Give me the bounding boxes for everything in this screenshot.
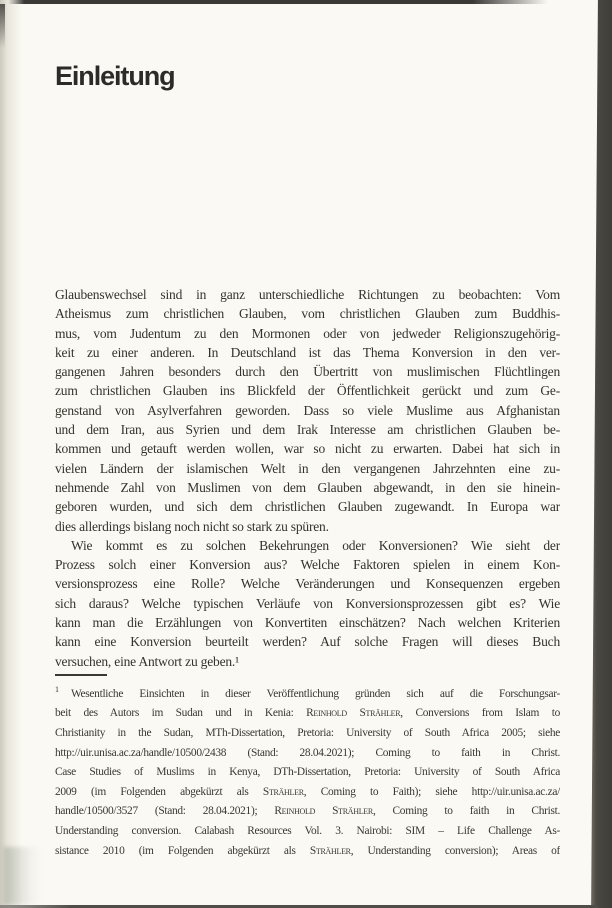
scan-bottom-smudge [4, 847, 42, 905]
body-line: versionsprozess eine Rolle? Welche Veränderungen und Konsequenzen ergeben [55, 576, 560, 592]
body-line: versuchen, eine Antwort zu geben.¹ [55, 653, 239, 669]
body-line: vielen Ländern der islamischen Welt in den vergangenen Jahrzehnten eine zu- [55, 460, 560, 476]
body-text [55, 285, 560, 671]
body-line: Glaubenswechsel sind in ganz unterschiedliche Richtungen zu beobachten: Vom [55, 287, 560, 302]
footnote-segment: Wesentliche Einsichten in dieser Veröffentlichung gründen sich auf die Forschungsar- [71, 687, 560, 700]
footnote-line [55, 842, 560, 862]
body-line: geboren wurden, und sich dem christlichen Glauben zugewandt. In Europa war [55, 499, 560, 515]
scan-edge-right [590, 0, 612, 908]
body-line: Wie kommt es zu solchen Bekehrungen oder Konversionen? Wie sieht der [71, 537, 560, 553]
footnote-line [55, 763, 560, 783]
footnote-segment: Reinhold Strähler [306, 707, 401, 720]
footnote-segment: handle/10500/3527 (Stand: 28.04.2021); [55, 805, 275, 818]
body-line: sich daraus? Welche typischen Verläufe von Konversionsprozessen gibt es? Wie [55, 595, 560, 611]
body-line: nehmende Zahl von Muslimen von dem Glauben abgewandt, in den sie hinein- [55, 479, 560, 495]
footnote-segment: , Coming to faith in Christ. [372, 805, 560, 818]
body-line: Atheismus zum christlichen Glauben, vom christlichen Glauben zum Buddhis- [55, 306, 560, 322]
footnote-line [55, 783, 560, 803]
body-line: kommen und getauft werden wollen, war so nicht zu erwarten. Dabei hat sich in [55, 441, 560, 457]
footnote-line [55, 724, 560, 744]
body-line: zum christlichen Glauben ins Blickfeld der Öffentlichkeit gerückt und zum Ge- [55, 383, 560, 399]
footnote-segment: Christianity in the Sudan, MTh-Dissertation, Pretoria: University of South Africa 2005; siehe [55, 726, 560, 739]
footnote-segment: , Coming to Faith); siehe http://uir.unisa.ac.za/ [303, 785, 560, 798]
footnote-line [55, 822, 560, 842]
body-line: kann man die Erzählungen von Konvertiten einschätzen? Nach welchen Kriterien [55, 615, 560, 631]
footnote-line [55, 802, 560, 822]
footnote-marker: 1 [55, 685, 59, 694]
scan-corner-smudge [0, 4, 5, 48]
footnote-separator [55, 674, 107, 676]
footnote-segment: beit des Autors im Sudan und in Kenia: [55, 707, 307, 720]
scan-edge-top [8, 0, 548, 4]
body-line: mus, vom Judentum zu den Mormonen oder von jedweder Religionszugehörig- [55, 325, 560, 341]
body-line: und dem Iran, aus Syrien und dem Irak Interesse am christlichen Glauben be- [55, 422, 560, 438]
body-line: keit zu einer anderen. In Deutschland ist das Thema Konversion in den ver- [55, 344, 560, 360]
footnote-segment: Strähler [262, 785, 304, 798]
footnote-segment: Reinhold Strähler [274, 805, 373, 818]
footnote-segment: , Conversions from Islam to [400, 707, 560, 720]
footnote-line [55, 744, 560, 764]
footnote-text [55, 680, 560, 861]
body-line: genstand von Asylverfahren geworden. Dass so viele Muslime aus Afghanistan [55, 402, 560, 418]
body-line: kann eine Konversion beurteilt werden? Auf solche Fragen will dieses Buch [55, 634, 560, 650]
body-line: gangenen Jahren besonders durch den Übertritt von muslimischen Flüchtlingen [55, 364, 560, 380]
footnote-segment: Understanding conversion. Calabash Resources Vol. 3. Nairobi: SIM – Life Challenge As- [55, 824, 560, 837]
footnote-line [55, 680, 560, 704]
body-line: Prozess solch einer Konversion aus? Welche Faktoren spielen in einem Kon- [55, 557, 560, 573]
scan-left-shading [0, 0, 22, 908]
footnote-line [55, 704, 560, 724]
footnote-segment: sistance 2010 (im Folgenden abgekürzt als [55, 844, 310, 857]
page-title: Einleitung [55, 61, 175, 91]
body-line: dies allerdings bislang noch nicht so stark zu spüren. [55, 518, 329, 534]
footnote-segment: , Understanding conversion); Areas of [350, 844, 560, 857]
footnote-segment: http://uir.unisa.ac.za/handle/10500/2438 (Stand: 28.04.2021); Coming to faith in Christ. [55, 746, 560, 759]
footnote-segment: 2009 (im Folgenden abgekürzt als [55, 785, 263, 798]
footnote-segment: Strähler [309, 844, 351, 857]
footnote-segment: Case Studies of Muslims in Kenya, DTh-Dissertation, Pretoria: University of South Africa [55, 766, 560, 779]
